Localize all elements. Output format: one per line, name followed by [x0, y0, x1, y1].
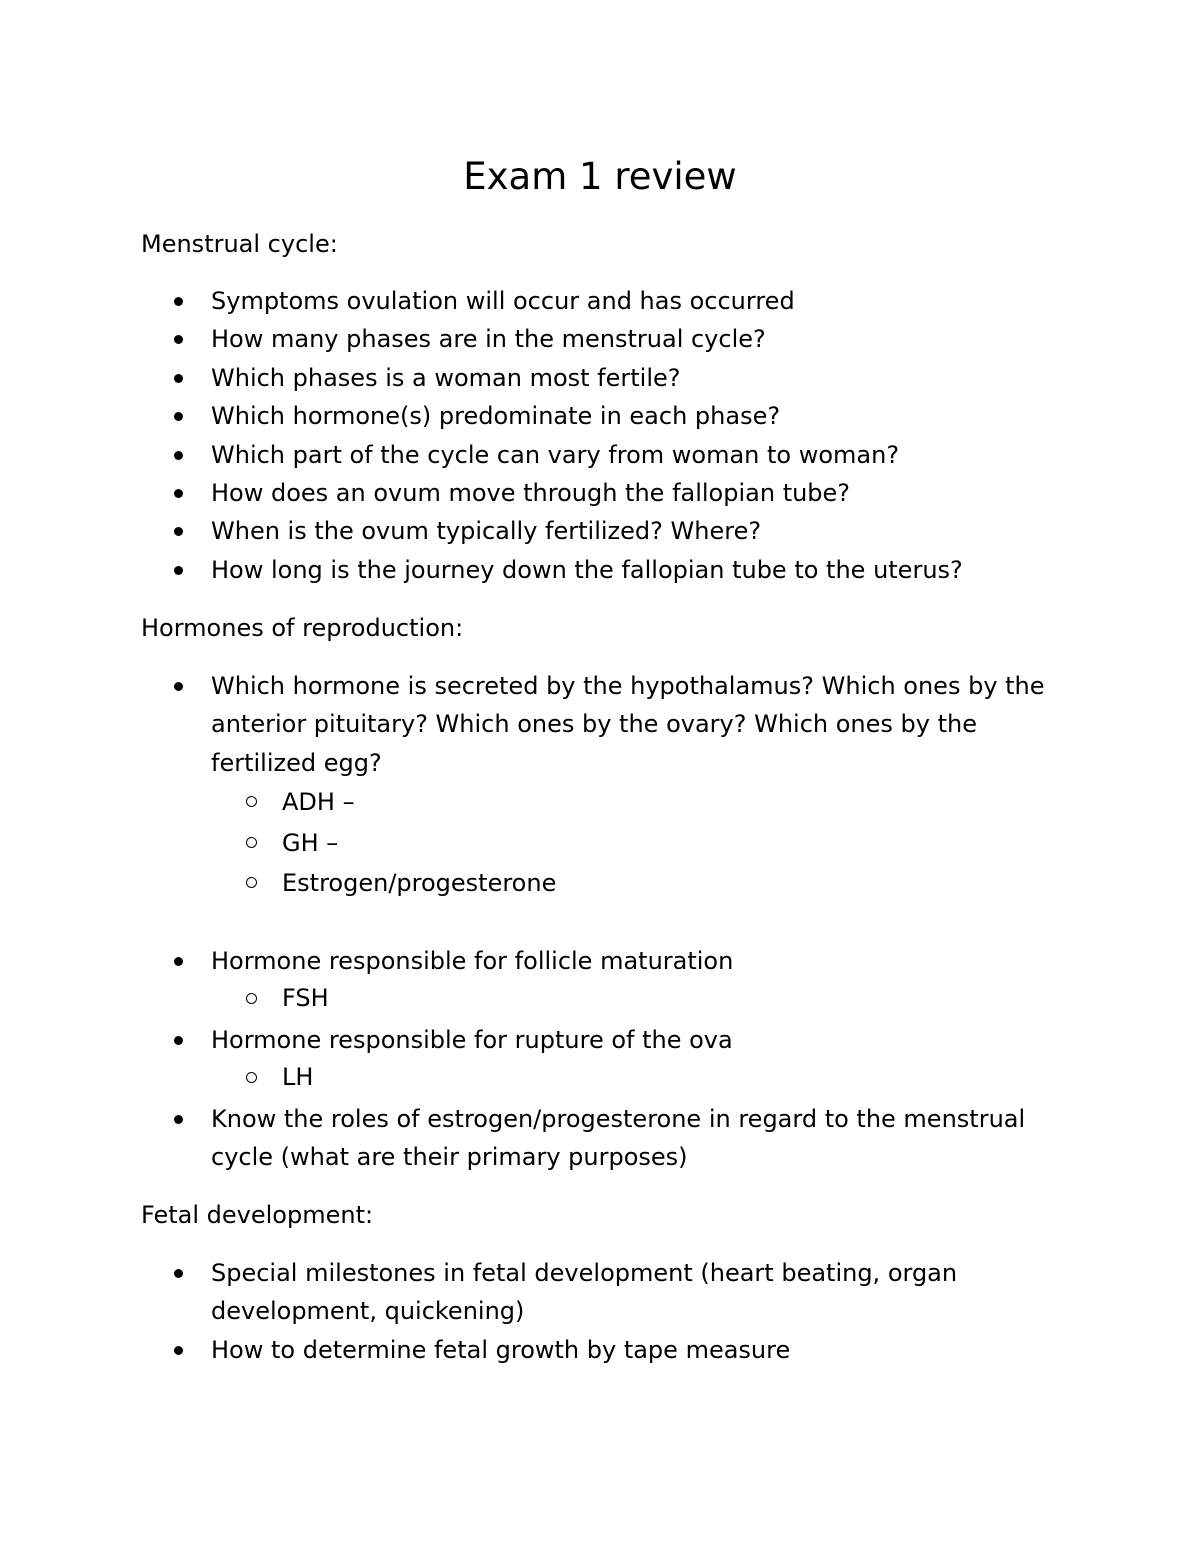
section-heading-hormones-of-reproduction: Hormones of reproduction:	[141, 614, 464, 642]
sub-list	[211, 1058, 1060, 1096]
bullet-icon	[174, 1036, 183, 1045]
list-item: How to determine fetal growth by tape measure	[0, 1331, 1200, 1369]
list-item: How long is the journey down the fallopian tube to the uterus?	[0, 551, 1200, 589]
circle-bullet-icon	[246, 796, 257, 807]
bullet-icon	[174, 335, 183, 344]
menstrual-cycle-list	[0, 282, 1200, 589]
section-heading-menstrual-cycle: Menstrual cycle:	[141, 230, 338, 258]
list-item: Hormone responsible for follicle maturation FSH	[0, 942, 1200, 1018]
bullet-icon	[174, 1115, 183, 1124]
bullet-icon	[174, 412, 183, 421]
circle-bullet-icon	[246, 837, 257, 848]
fetal-development-list	[0, 1254, 1200, 1369]
bullet-icon	[174, 374, 183, 383]
list-item: Special milestones in fetal development (heart beating, organ development, quickening)	[0, 1254, 1200, 1331]
page-title: Exam 1 review	[463, 155, 737, 198]
list-item: Symptoms ovulation will occur and has occurred	[0, 282, 1200, 320]
list-item: Which hormone(s) predominate in each phase?	[0, 397, 1200, 435]
circle-bullet-icon	[246, 877, 257, 888]
hormones-list-part-1	[0, 667, 1200, 904]
bullet-icon	[174, 489, 183, 498]
sub-list-item: ADH –	[211, 782, 1060, 823]
circle-bullet-icon	[246, 1072, 257, 1083]
list-item: Know the roles of estrogen/progesterone in regard to the menstrual cycle (what are their primary purposes)	[0, 1100, 1200, 1177]
list-item: Which hormone is secreted by the hypothalamus? Which ones by the anterior pituitary? Which ones by the ovary? Which ones by the fertilized egg? ADH – GH – Estrogen/progesterone	[0, 667, 1200, 904]
bullet-icon	[174, 297, 183, 306]
bullet-icon	[174, 1269, 183, 1278]
sub-list	[211, 979, 1060, 1017]
sub-list-item: LH	[211, 1058, 1060, 1096]
list-item: Which part of the cycle can vary from woman to woman?	[0, 436, 1200, 474]
sub-list-item: FSH	[211, 979, 1060, 1017]
circle-bullet-icon	[246, 993, 257, 1004]
list-item: How does an ovum move through the fallopian tube?	[0, 474, 1200, 512]
bullet-icon	[174, 957, 183, 966]
sub-list	[211, 782, 1060, 904]
sub-list-item: GH –	[211, 823, 1060, 864]
bullet-icon	[174, 566, 183, 575]
hormones-list-part-2	[0, 942, 1200, 1176]
list-item: How many phases are in the menstrual cycle?	[0, 320, 1200, 358]
bullet-icon	[174, 527, 183, 536]
list-item: Which phases is a woman most fertile?	[0, 359, 1200, 397]
bullet-icon	[174, 682, 183, 691]
bullet-icon	[174, 1346, 183, 1355]
list-item: When is the ovum typically fertilized? Where?	[0, 512, 1200, 550]
bullet-icon	[174, 451, 183, 460]
section-heading-fetal-development: Fetal development:	[141, 1201, 374, 1229]
list-item: Hormone responsible for rupture of the ova LH	[0, 1021, 1200, 1097]
sub-list-item: Estrogen/progesterone	[211, 863, 1060, 904]
